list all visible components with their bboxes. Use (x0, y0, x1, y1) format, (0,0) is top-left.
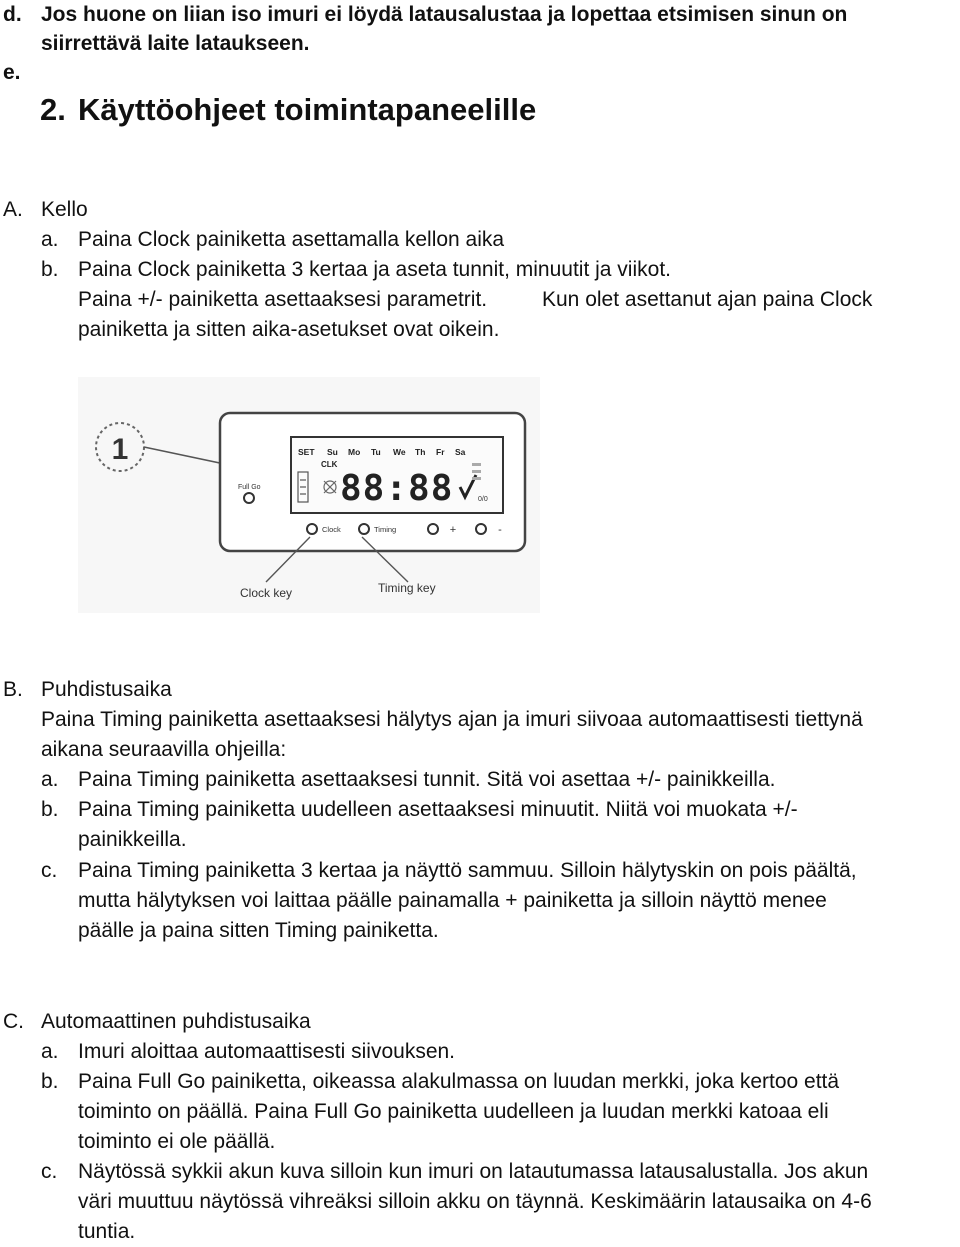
item-d-text-1: Jos huone on liian iso imuri ei löydä latausalustaa ja lopettaa etsimisen sinun on (41, 3, 848, 26)
section-b-item-c-text-1: Paina Timing painiketta 3 kertaa ja näyttö sammuu. Silloin hälytyskin on pois päältä, (78, 859, 857, 882)
section-a-item-b-text-2a: Paina +/- painiketta asettaaksesi parametrit. (78, 288, 488, 311)
section-a-item-a-text: Paina Clock painiketta asettamalla kellon aika (78, 228, 505, 251)
section-a-label: A. (3, 198, 23, 221)
section-b-item-a-text: Paina Timing painiketta asettaaksesi tunnit. Sitä voi asettaa +/- painikkeilla. (78, 768, 776, 791)
section-a-item-b-text-2b: Kun olet asettanut ajan paina Clock (542, 288, 873, 311)
section-b-item-b-label: b. (41, 798, 59, 821)
lcd-day-set: SET (298, 447, 315, 457)
item-e-label: e. (3, 61, 21, 84)
lcd-day-mo: Mo (348, 447, 361, 457)
item-d-label: d. (3, 3, 22, 26)
lcd-time: 88:88 (340, 468, 454, 509)
timing-key-caption: Timing key (378, 581, 436, 595)
lcd-day-sa: Sa (455, 447, 466, 457)
heading-title: Käyttöohjeet toimintapaneelille (78, 92, 537, 127)
section-b-item-a-label: a. (41, 768, 59, 791)
timing-button-label: Timing (374, 525, 397, 534)
section-b-item-c-text-3: päälle ja paina sitten Timing painiketta. (78, 919, 439, 942)
section-c-title: Automaattinen puhdistusaika (41, 1010, 311, 1033)
callout-number: 1 (111, 433, 129, 466)
control-panel-figure (78, 377, 540, 613)
section-a-title: Kello (41, 198, 88, 221)
section-a-item-b-text-1: Paina Clock painiketta 3 kertaa ja aseta tunnit, minuutit ja viikot. (78, 258, 671, 281)
lcd-right-indicators (472, 463, 481, 480)
fullgo-label: Full Go (238, 484, 261, 491)
lcd-day-we: We (393, 447, 406, 457)
clock-button-label: Clock (322, 525, 341, 534)
lcd-small-indicator: 0/0 (478, 496, 488, 503)
section-c-item-c-text-2: väri muuttuu näytössä vihreäksi silloin akku on täynnä. Keskimäärin latausaika on 4-6 (78, 1190, 872, 1213)
lcd-day-tu: Tu (371, 447, 381, 457)
section-b-intro-text-2: aikana seuraavilla ohjeilla: (41, 738, 287, 761)
lcd-clk: CLK (321, 460, 338, 469)
section-a-item-b-text-3: painiketta ja sitten aika-asetukset ovat oikein. (78, 318, 500, 341)
section-b-item-c-label: c. (41, 859, 58, 882)
minus-label: - (498, 524, 502, 536)
section-b-item-b-text-2: painikkeilla. (78, 828, 187, 851)
section-c-item-b-text-1: Paina Full Go painiketta, oikeassa alakulmassa on luudan merkki, joka kertoo että (78, 1070, 840, 1093)
section-c-item-a-label: a. (41, 1040, 59, 1063)
section-b-intro-text-1: Paina Timing painiketta asettaaksesi hälytys ajan ja imuri siivoaa automaattisesti tiettynä (41, 708, 863, 731)
section-b-title: Puhdistusaika (41, 678, 172, 701)
section-c-label: C. (3, 1010, 24, 1033)
section-c-item-c-label: c. (41, 1160, 58, 1183)
section-c-item-b-text-2: toiminto on päällä. Paina Full Go painiketta uudelleen ja luudan merkki katoaa eli (78, 1100, 829, 1123)
section-c-item-b-label: b. (41, 1070, 59, 1093)
section-b-label: B. (3, 678, 23, 701)
clock-key-caption: Clock key (240, 586, 293, 600)
section-c-item-c-text-3: tuntia. (78, 1220, 136, 1243)
heading-number: 2. (40, 92, 66, 127)
section-c-item-c-text-1: Näytössä sykkii akun kuva silloin kun imuri on latautumassa latausalustalla. Jos akun (78, 1160, 869, 1183)
section-b-item-b-text-1: Paina Timing painiketta uudelleen asettaaksesi minuutit. Niitä voi muokata +/- (78, 798, 798, 821)
section-c-item-b-text-3: toiminto ei ole päällä. (78, 1130, 276, 1153)
item-d-text-2: siirrettävä laite lataukseen. (41, 32, 310, 55)
lcd-day-fr: Fr (436, 447, 445, 457)
lcd-day-th: Th (415, 447, 426, 457)
section-b-item-c-text-2: mutta hälytyksen voi laittaa päälle painamalla + painiketta ja silloin näyttö menee (78, 889, 827, 912)
section-a-item-a-label: a. (41, 228, 59, 251)
section-a-item-b-label: b. (41, 258, 59, 281)
lcd-day-su: Su (327, 447, 338, 457)
section-c-item-a-text: Imuri aloittaa automaattisesti siivouksen. (78, 1040, 456, 1063)
plus-label: + (449, 524, 457, 536)
